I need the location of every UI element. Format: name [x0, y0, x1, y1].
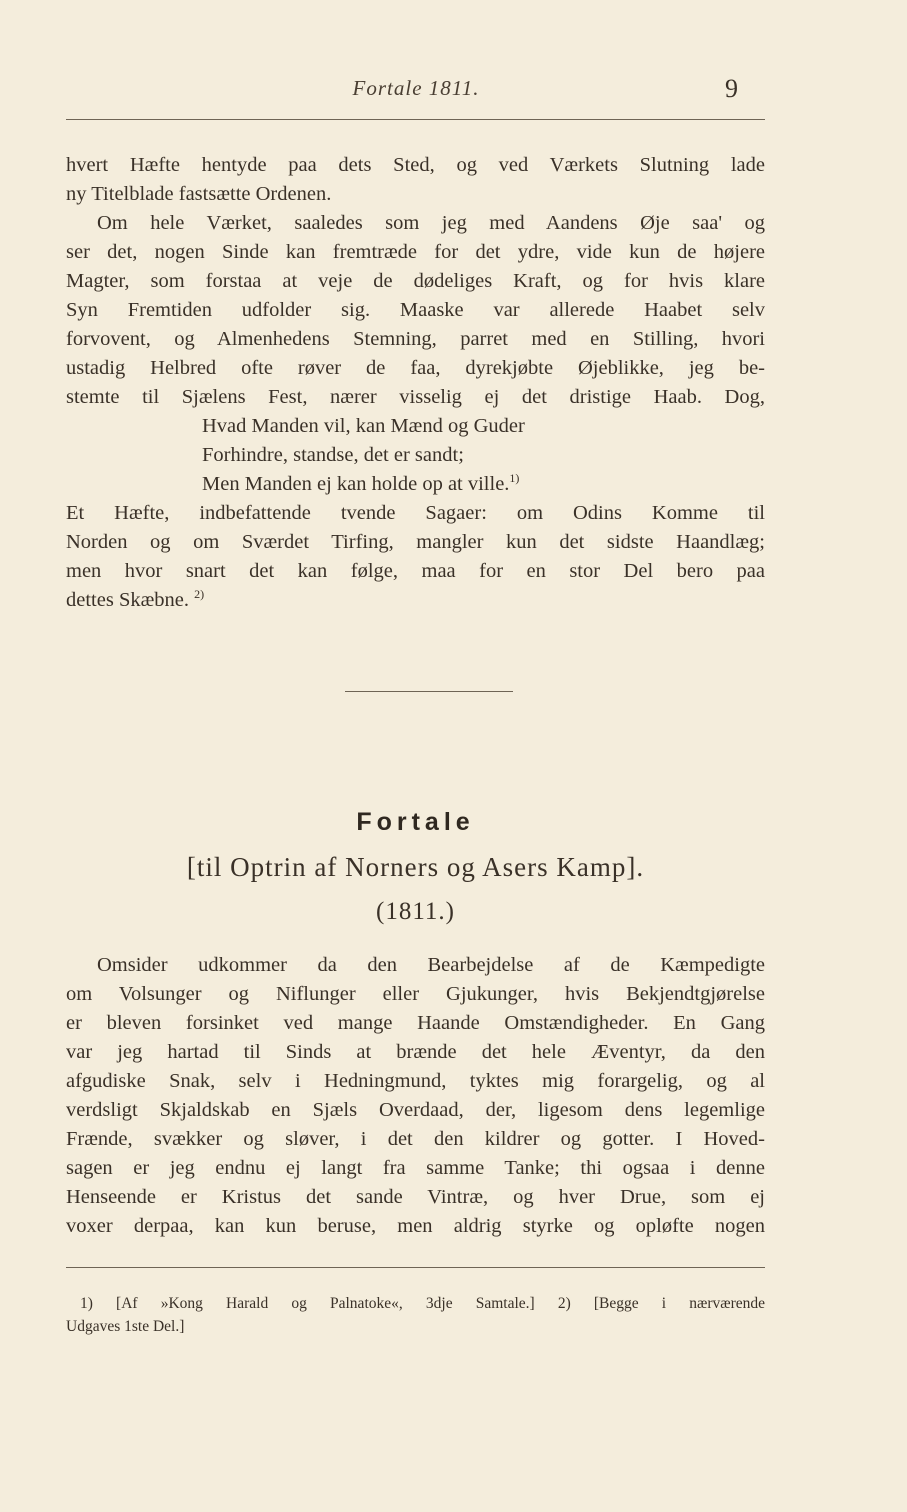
section-divider [345, 691, 513, 692]
running-title: Fortale 1811. [352, 76, 480, 100]
text-line: var jeg hartad til Sinds at brænde det hele Æventyr, da den [66, 1041, 765, 1063]
text-line: Frænde, svækker og sløver, i det den kildrer og gotter. I Hoved- [66, 1128, 765, 1150]
text-line: stemte til Sjælens Fest, nærer visselig ej det dristige Haab. Dog, [66, 386, 765, 408]
footnote-marker: 2) [194, 587, 205, 602]
text-line: Om hele Værket, saaledes som jeg med Aandens Øje saa' og [97, 212, 765, 234]
page-number: 9 [725, 74, 738, 103]
text-line: forvovent, og Almenhedens Stemning, parret med en Stilling, hvori [66, 328, 765, 350]
text-line: ser det, nogen Sinde kan fremtræde for det ydre, vide kun de højere [66, 241, 765, 263]
text-line: Norden og om Sværdet Tirfing, mangler kun det sidste Haandlæg; [66, 531, 765, 553]
running-head [66, 74, 766, 114]
section-text-block [66, 951, 765, 1241]
text-line: hvert Hæfte hentyde paa dets Sted, og ved Værkets Slutning lade [66, 154, 765, 176]
footnotes [66, 1292, 765, 1338]
text-line: om Volsunger og Niflunger eller Gjukunger, hvis Bekjendtgjørelse [66, 983, 765, 1005]
footnote-line: Udgaves 1ste Del.] [66, 1318, 185, 1335]
text-line: voxer derpaa, kan kun beruse, men aldrig styrke og opløfte nogen [66, 1215, 765, 1237]
text-line: sagen er jeg endnu ej langt fra samme Tanke; thi ogsaa i denne [66, 1157, 765, 1179]
text-line [66, 586, 765, 615]
footnote-rule [66, 1267, 765, 1268]
verse-line: Forhindre, standse, det er sandt; [202, 444, 464, 466]
text-line: ny Titelblade fastsætte Ordenen. [66, 183, 332, 205]
text-line: afgudiske Snak, selv i Hedningmund, tyktes mig forargelig, og al [66, 1070, 765, 1092]
section-heading: Fortale [356, 808, 475, 836]
text-line: Et Hæfte, indbefattende tvende Sagaer: om Odins Komme til [66, 502, 765, 524]
verse-line-text: Men Manden ej kan holde op at ville. [202, 473, 510, 495]
top-text-block [66, 151, 765, 615]
verse-line: Hvad Manden vil, kan Mænd og Guder [202, 415, 525, 437]
footnote-line: 1) [Af »Kong Harald og Palnatoke«, 3dje Samtale.] 2) [Begge i nærværende [80, 1295, 765, 1312]
footnote-marker: 1) [509, 471, 520, 486]
section-subheading: [til Optrin af Norners og Asers Kamp]. [186, 852, 645, 882]
text-line-content: dettes Skæbne. [66, 589, 189, 611]
text-line: er bleven forsinket ved mange Haande Omstændigheder. En Gang [66, 1012, 765, 1034]
text-line: Omsider udkommer da den Bearbejdelse af de Kæmpedigte [97, 954, 765, 976]
section-date: (1811.) [376, 898, 455, 925]
header-rule [66, 119, 765, 120]
text-line: men hvor snart det kan følge, maa for en stor Del bero paa [66, 560, 765, 582]
text-line: ustadig Helbred ofte røver de faa, dyrekjøbte Øjeblikke, jeg be- [66, 357, 765, 379]
text-line: Magter, som forstaa at veje de dødeliges Kraft, og for hvis klare [66, 270, 765, 292]
verse-line [66, 470, 765, 499]
text-line: Syn Fremtiden udfolder sig. Maaske var allerede Haabet selv [66, 299, 765, 321]
text-line: Henseende er Kristus det sande Vintræ, og hver Drue, som ej [66, 1186, 765, 1208]
text-line: verdsligt Skjaldskab en Sjæls Overdaad, der, ligesom dens legemlige [66, 1099, 765, 1121]
